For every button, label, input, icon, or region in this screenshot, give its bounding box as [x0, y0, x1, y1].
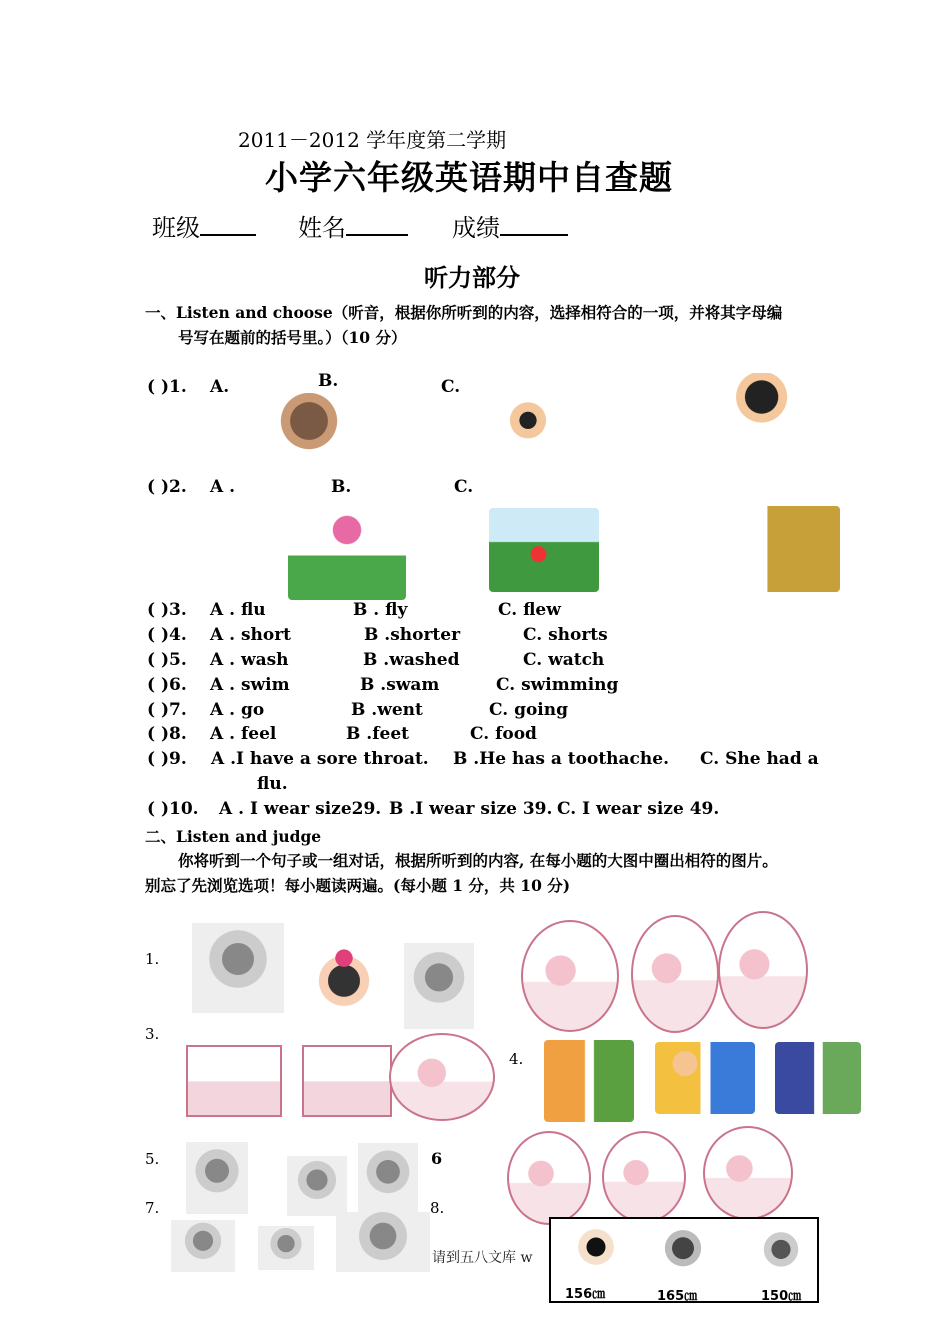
boy-165-picture: [655, 1225, 711, 1283]
people-window-picture: [718, 506, 840, 592]
kids-gray-picture: [171, 1220, 235, 1272]
part2-instruction-1: 你将听到一个句子或一组对话，根据所听到的内容, 在每小题的大图中圈出相符的图片。: [178, 851, 778, 870]
q2-option-a: A .: [210, 477, 236, 497]
section-title: 听力部分: [424, 263, 520, 292]
girl-headache-picture: [298, 943, 390, 1027]
footer-watermark-text: 请到五八文库 w: [432, 1250, 533, 1266]
outdoor-circle-2: [602, 1131, 686, 1223]
score-field: [452, 208, 568, 243]
q6-number: ( )6.: [147, 675, 187, 695]
q10-number: ( )10.: [147, 799, 199, 819]
scene-circle-2: [631, 915, 719, 1033]
part2-instruction-2: 别忘了先浏览选项！每小题读两遍。(每小题 1 分，共 10 分): [145, 876, 571, 895]
two-people-picture-2: [775, 1042, 861, 1114]
q1-number: ( )1.: [147, 377, 187, 397]
q2-number: ( )2.: [147, 477, 187, 497]
q8-option-c: C. food: [470, 724, 537, 744]
two-people-picture-1: [544, 1040, 634, 1122]
name-field: [298, 208, 408, 243]
judge-number-7: 7.: [145, 1199, 160, 1217]
judge-number-3: 3.: [145, 1025, 160, 1043]
boy-kneeling-picture: [404, 943, 474, 1029]
outdoor-circle-3: [703, 1126, 793, 1220]
part1-instruction-2: 号写在题前的括号里。）（10 分）: [178, 328, 407, 347]
scene-circle-3: [718, 911, 808, 1029]
q10-option-b: B .I wear size 39.: [389, 799, 553, 819]
q9-option-b: B .He has a toothache.: [453, 749, 670, 769]
boy-toothache-picture: [495, 393, 561, 465]
height-label-1: 156㎝: [565, 1287, 606, 1302]
q3-option-a: A . flu: [210, 600, 266, 620]
judge-number-6: 6: [431, 1149, 443, 1168]
strong-boys-picture: [655, 1042, 755, 1114]
bowl-gray-picture: [258, 1226, 314, 1270]
boy-box-gray-picture: [336, 1212, 430, 1272]
boy-156-picture: [567, 1223, 625, 1283]
q9-number: ( )9.: [147, 749, 187, 769]
q3-option-b: B . fly: [353, 600, 408, 620]
outdoor-circle-1: [507, 1131, 591, 1225]
heights-box: [549, 1217, 819, 1303]
q4-number: ( )4.: [147, 625, 187, 645]
judge-number-5: 5.: [145, 1150, 160, 1168]
class-field: [152, 208, 256, 243]
judge-number-4: 4.: [509, 1050, 524, 1068]
girl-jumping-picture: [288, 500, 406, 600]
q6-option-a: A . swim: [210, 675, 290, 695]
q6-option-c: C. swimming: [496, 675, 619, 695]
boy-face-picture-1: [186, 1142, 248, 1214]
q10-option-c: C. I wear size 49.: [557, 799, 720, 819]
q1-option-c: C.: [441, 377, 461, 397]
q7-option-c: C. going: [489, 700, 568, 720]
school-year: 2011－2012 学年度第二学期: [238, 128, 507, 152]
q10-option-a: A . I wear size29.: [219, 799, 382, 819]
part1-instruction-1: 一、Listen and choose（听音，根据你所听到的内容，选择相符合的一项，并将其字母编: [145, 303, 783, 322]
q7-option-a: A . go: [210, 700, 265, 720]
q2-option-b: B.: [331, 477, 352, 497]
q4-option-b: B .shorter: [364, 625, 461, 645]
boy-face-picture-2: [287, 1156, 347, 1216]
q3-option-c: C. flew: [498, 600, 561, 620]
q9-option-a: A .I have a sore throat.: [211, 749, 429, 769]
part2-title: 二、Listen and judge: [145, 827, 322, 846]
q1-option-a: A.: [210, 377, 230, 397]
name-label: 姓名: [298, 214, 346, 242]
q3-number: ( )3.: [147, 600, 187, 620]
height-label-3: 150㎝: [761, 1289, 802, 1304]
room-picture-2: [302, 1045, 392, 1117]
q5-option-a: A . wash: [210, 650, 289, 670]
class-label: 班级: [152, 214, 200, 242]
q2-option-c: C.: [454, 477, 474, 497]
q6-option-b: B .swam: [360, 675, 440, 695]
q5-option-b: B .washed: [363, 650, 460, 670]
page-title: 小学六年级英语期中自查题: [265, 158, 673, 197]
q8-option-b: B .feet: [346, 724, 410, 744]
judge-number-1: 1.: [145, 950, 160, 968]
q4-option-a: A . short: [210, 625, 292, 645]
judge-number-8: 8.: [430, 1199, 445, 1217]
q4-option-c: C. shorts: [523, 625, 608, 645]
boy-150-picture: [755, 1227, 807, 1283]
boy-face-picture-3: [358, 1143, 418, 1215]
girl-cough-picture: [722, 373, 810, 453]
boy-headache-picture: [268, 393, 350, 473]
q7-number: ( )7.: [147, 700, 187, 720]
q1-option-b: B.: [318, 371, 339, 391]
children-park-picture: [489, 508, 599, 592]
q9-option-c-continued: flu.: [257, 774, 288, 794]
q5-number: ( )5.: [147, 650, 187, 670]
score-label: 成绩: [452, 214, 500, 242]
height-label-2: 165㎝: [657, 1289, 698, 1304]
q7-option-b: B .went: [351, 700, 423, 720]
room-picture-1: [186, 1045, 282, 1117]
girl-sick-gray-picture: [192, 923, 284, 1013]
q8-number: ( )8.: [147, 724, 187, 744]
q8-option-a: A . feel: [210, 724, 277, 744]
scene-circle-1: [521, 920, 619, 1032]
q9-option-c: C. She had a: [700, 749, 819, 769]
q5-option-c: C. watch: [523, 650, 605, 670]
room-circle-picture: [389, 1033, 495, 1121]
